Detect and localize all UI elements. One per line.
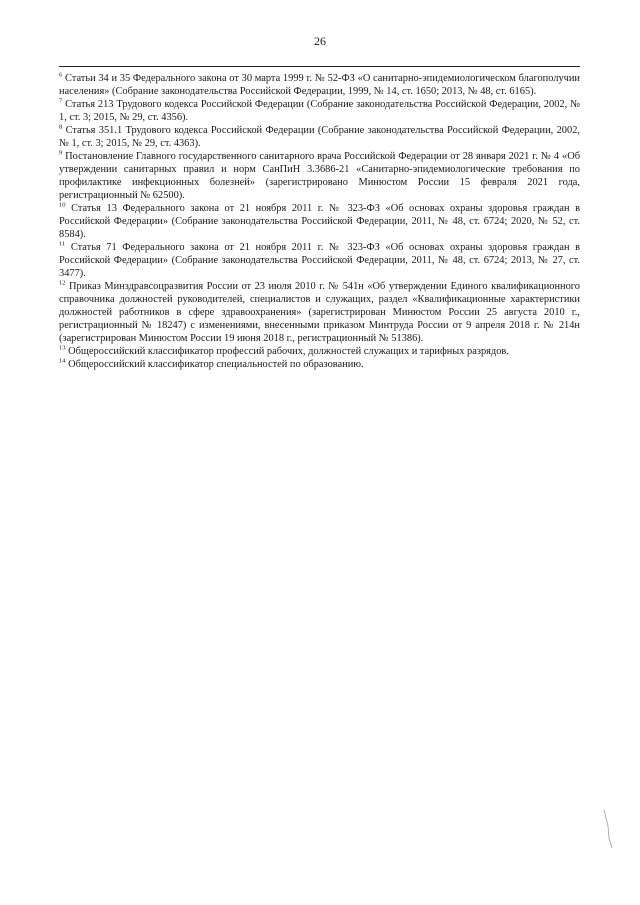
footnote-marker: 12 (59, 279, 66, 287)
footnote-11 (59, 241, 580, 280)
footnote-marker: 6 (59, 71, 63, 79)
footnote-8 (59, 124, 580, 150)
scan-artifact-mark (602, 808, 614, 850)
footnote-6 (59, 72, 580, 98)
footnote-text: Статьи 34 и 35 Федерального закона от 30 марта 1999 г. № 52-ФЗ «О санитарно-эпидемиологическом благополучии населения» (Собрание законодательства Российской Федерации, 1999, № 14, ст. 1650; 2013, № 48, ст. 6165). (59, 73, 580, 97)
footnote-marker: 11 (59, 240, 66, 248)
footnote-marker: 9 (59, 149, 63, 157)
footnote-text: Статья 71 Федерального закона от 21 ноября 2011 г. № 323-ФЗ «Об основах охраны здоровья граждан в Российской Федерации» (Собрание законодательства Российской Федерации, 2011, № 48, ст. 6724; 2013, № 27, ст. 3477). (59, 242, 580, 279)
footnote-12 (59, 280, 580, 345)
footnote-text: Постановление Главного государственного санитарного врача Российской Федерации от 28 января 2021 г. № 4 «Об утверждении санитарных правил и норм СанПиН 3.3686-21 «Санитарно-эпидемиологические требования по профилактике инфекционных болезней» (зарегистрировано Минюстом России 15 февраля 2021 года, регистрационный № 62500). (59, 151, 580, 201)
footnote-text: Статья 13 Федерального закона от 21 ноября 2011 г. № 323-ФЗ «Об основах охраны здоровья граждан в Российской Федерации» (Собрание законодательства Российской Федерации, 2011, № 48, ст. 6724; 2020, № 52, ст. 8584). (59, 203, 581, 240)
footnote-text: Статья 351.1 Трудового кодекса Российской Федерации (Собрание законодательства Российской Федерации, 2002, № 1, ст. 3; 2015, № 29, ст. 4363). (59, 125, 580, 149)
footnote-10 (59, 202, 580, 241)
footnote-text: Общероссийский классификатор специальностей по образованию. (68, 359, 364, 370)
page-number: 26 (314, 34, 326, 48)
footnote-13 (59, 345, 580, 358)
footnote-9 (59, 150, 580, 202)
footnote-marker: 7 (59, 97, 63, 105)
footnote-marker: 10 (59, 201, 66, 209)
footnote-marker: 8 (59, 123, 63, 131)
footnotes-list (59, 72, 580, 371)
footnote-separator (59, 66, 580, 67)
footnote-14 (59, 358, 580, 371)
footnote-text: Статья 213 Трудового кодекса Российской Федерации (Собрание законодательства Российской Федерации, 2002, № 1, ст. 3; 2015, № 29, ст. 4356). (59, 99, 580, 123)
footnote-text: Приказ Минздравсоцразвития России от 23 июля 2010 г. № 541н «Об утверждении Единого квалификационного справочника должностей руководителей, специалистов и служащих, раздел «Квалификационные характеристики должностей работников в сфере здравоохранения» (зарегистрирован Минюстом России 25 августа 2010 г., регистрационный № 18247) с изменениями, внесенными приказом Минтруда России от 9 апреля 2018 г. № 214н (зарегистрирован Минюстом России 19 июня 2018 г., регистрационный № 51386). (59, 281, 580, 344)
footnote-marker: 14 (59, 357, 66, 365)
footnote-marker: 13 (59, 344, 66, 352)
footnote-text: Общероссийский классификатор профессий рабочих, должностей служащих и тарифных разрядов. (68, 346, 509, 357)
footnote-7 (59, 98, 580, 124)
